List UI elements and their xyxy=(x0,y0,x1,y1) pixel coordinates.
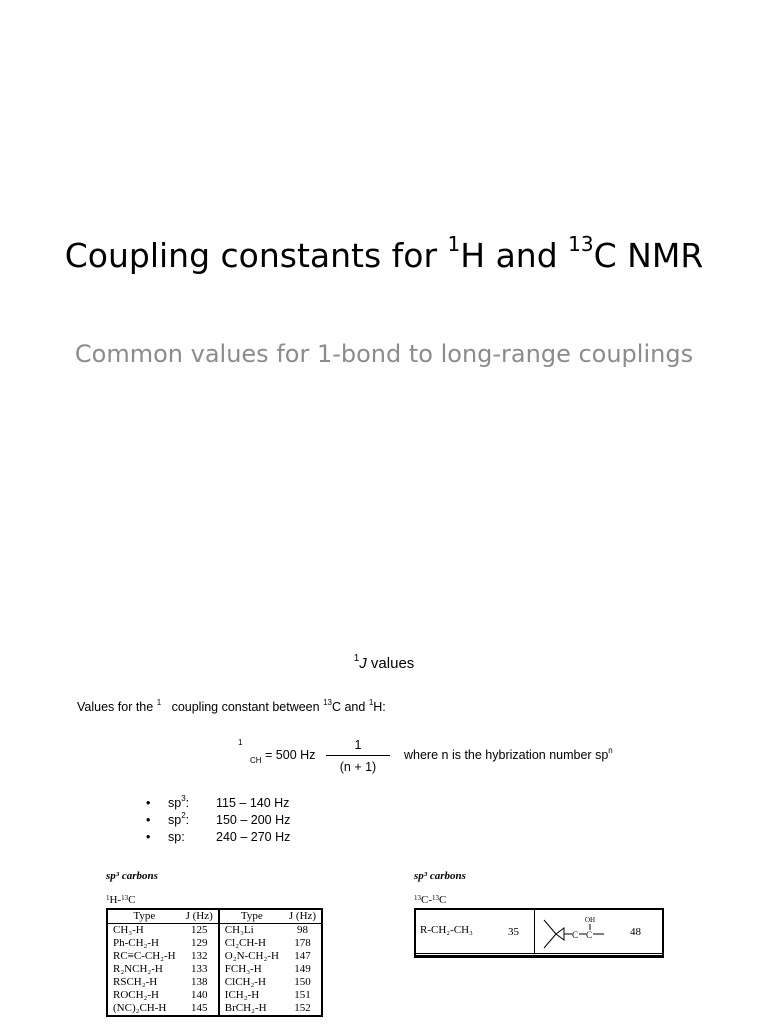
bullet-dot: • xyxy=(146,813,151,827)
subheading-text: C xyxy=(439,894,447,906)
list-item xyxy=(146,813,290,830)
table-cell: 138 xyxy=(181,976,219,989)
intro-sup: 13 xyxy=(323,698,332,707)
box-divider xyxy=(534,910,535,954)
fraction-denominator: (n + 1) xyxy=(339,760,377,774)
table-cell: 140 xyxy=(181,989,219,1002)
subheading-sup: 13 xyxy=(121,894,129,902)
intro-part: coupling constant between xyxy=(171,700,324,714)
heading-sup: 1 xyxy=(353,653,360,664)
heading-j: J xyxy=(359,655,367,672)
table-cell: RSCH₂-H xyxy=(113,976,158,988)
panel-subheading xyxy=(414,894,664,906)
table-row xyxy=(107,976,322,989)
table-cell: ClCH₂-H xyxy=(224,976,266,988)
bullet-key xyxy=(168,796,216,813)
bullet-key xyxy=(168,830,216,847)
fraction-bar xyxy=(326,755,390,756)
bullet-value: 115 – 140 Hz xyxy=(216,796,290,810)
section-heading xyxy=(0,655,768,672)
table-cell: RC≡C-CH₂-H xyxy=(113,950,176,962)
table-cell: ROCH₂-H xyxy=(113,989,160,1001)
bullet-sup: 2 xyxy=(181,811,186,820)
intro-part: H: xyxy=(373,700,386,714)
panel-subheading xyxy=(106,894,323,906)
table-cell: 147 xyxy=(294,950,311,962)
subheading-text: H- xyxy=(109,894,122,906)
table-cell: CH₃-H xyxy=(113,924,144,936)
table-cell: 98 xyxy=(297,924,308,936)
c-c-coupling-panel xyxy=(414,870,664,958)
column-header: Type xyxy=(107,909,181,924)
table-cell: O₂N-CH₂-H xyxy=(224,950,279,962)
formula-note-text: where n is the hybrization number sp xyxy=(404,748,609,762)
table-cell: R₂NCH₂-H xyxy=(113,963,163,975)
table-row xyxy=(107,950,322,963)
title-text: H and xyxy=(460,236,569,275)
panel-label: sp³ carbons xyxy=(106,870,158,882)
table-cell: 178 xyxy=(294,937,311,949)
intro-sup: 1 xyxy=(368,698,374,707)
table-row xyxy=(107,1002,322,1016)
subheading-sup: 13 xyxy=(414,894,421,902)
h-c-coupling-panel xyxy=(106,870,323,1017)
hybridization-list xyxy=(146,796,290,847)
bullet-key-text: sp xyxy=(168,830,182,844)
table-row xyxy=(107,924,322,938)
bullet-dot: • xyxy=(146,830,151,844)
slide-title xyxy=(0,232,768,275)
table-row xyxy=(107,989,322,1002)
table-row xyxy=(107,937,322,950)
table-cell: 133 xyxy=(181,963,219,976)
table-cell: 149 xyxy=(294,963,311,975)
bullet-key xyxy=(168,813,216,830)
cyclopropyl-structure-icon xyxy=(542,914,622,952)
list-item xyxy=(146,796,290,813)
struct-oh: OH xyxy=(585,916,596,924)
bullet-colon: : xyxy=(181,830,185,844)
intro-part: C and xyxy=(331,700,369,714)
coupling-value: 48 xyxy=(630,926,641,938)
title-text: C NMR xyxy=(593,236,704,275)
title-text: Coupling constants for xyxy=(64,236,448,275)
bullet-key-text: sp xyxy=(168,796,182,810)
ethyl-formula: R-CH₂-CH₃ xyxy=(420,924,473,936)
table-cell: 125 xyxy=(181,924,219,938)
bullet-value: 240 – 270 Hz xyxy=(216,830,291,844)
formula-sub: CH xyxy=(250,756,262,765)
slide-subtitle: Common values for 1-bond to long-range couplings xyxy=(74,340,694,368)
table-cell: 152 xyxy=(294,1002,311,1014)
table-cell: Ph-CH₂-H xyxy=(113,937,160,949)
title-sup: 13 xyxy=(568,232,594,256)
formula-fraction xyxy=(326,738,390,774)
bullet-colon: : xyxy=(185,796,190,810)
bullet-value: 150 – 200 Hz xyxy=(216,813,291,827)
c-c-coupling-box xyxy=(414,908,664,958)
coupling-value: 35 xyxy=(508,926,519,938)
list-item xyxy=(146,830,290,847)
subheading-text: C xyxy=(128,894,136,906)
column-header: Type xyxy=(219,909,284,924)
table-cell: 145 xyxy=(181,1002,219,1016)
panel-label: sp³ carbons xyxy=(414,870,466,882)
column-header: J (Hz) xyxy=(181,909,219,924)
heading-text: values xyxy=(366,655,415,672)
fraction-numerator: 1 xyxy=(354,738,362,752)
coupling-table xyxy=(106,908,323,1017)
bullet-sup: 3 xyxy=(181,794,186,803)
subheading-sup: 13 xyxy=(432,894,439,902)
subheading-text: C- xyxy=(421,894,432,906)
bullet-dot: • xyxy=(146,796,151,810)
intro-sup: 1 xyxy=(156,698,162,707)
struct-c2: C xyxy=(586,930,593,940)
table-cell: 132 xyxy=(181,950,219,963)
table-cell: 129 xyxy=(181,937,219,950)
table-cell: (NC)₂CH-H xyxy=(113,1002,167,1014)
formula-lhs-text: = 500 Hz xyxy=(261,748,316,762)
table-cell: BrCH₂-H xyxy=(224,1002,267,1014)
table-cell: CH₃Li xyxy=(224,924,254,936)
title-sup: 1 xyxy=(447,232,461,256)
table-cell: FCH₃-H xyxy=(224,963,262,975)
table-cell: 150 xyxy=(294,976,311,988)
intro-text xyxy=(77,700,386,714)
bullet-colon: : xyxy=(185,813,190,827)
subheading-sup: 1 xyxy=(106,894,110,902)
formula-note xyxy=(404,748,613,762)
intro-part: Values for the xyxy=(77,700,157,714)
struct-c1: C xyxy=(572,930,579,940)
table-header-row xyxy=(107,909,322,924)
formula-lhs xyxy=(250,748,316,765)
formula-note-sup: n xyxy=(608,746,613,755)
table-cell: 151 xyxy=(294,989,311,1001)
bullet-key-text: sp xyxy=(168,813,182,827)
table-cell: Cl₂CH-H xyxy=(224,937,266,949)
formula-pre: 1 xyxy=(238,738,243,747)
table-row xyxy=(107,963,322,976)
table-cell: ICH₂-H xyxy=(224,989,260,1001)
column-header: J (Hz) xyxy=(284,909,322,924)
